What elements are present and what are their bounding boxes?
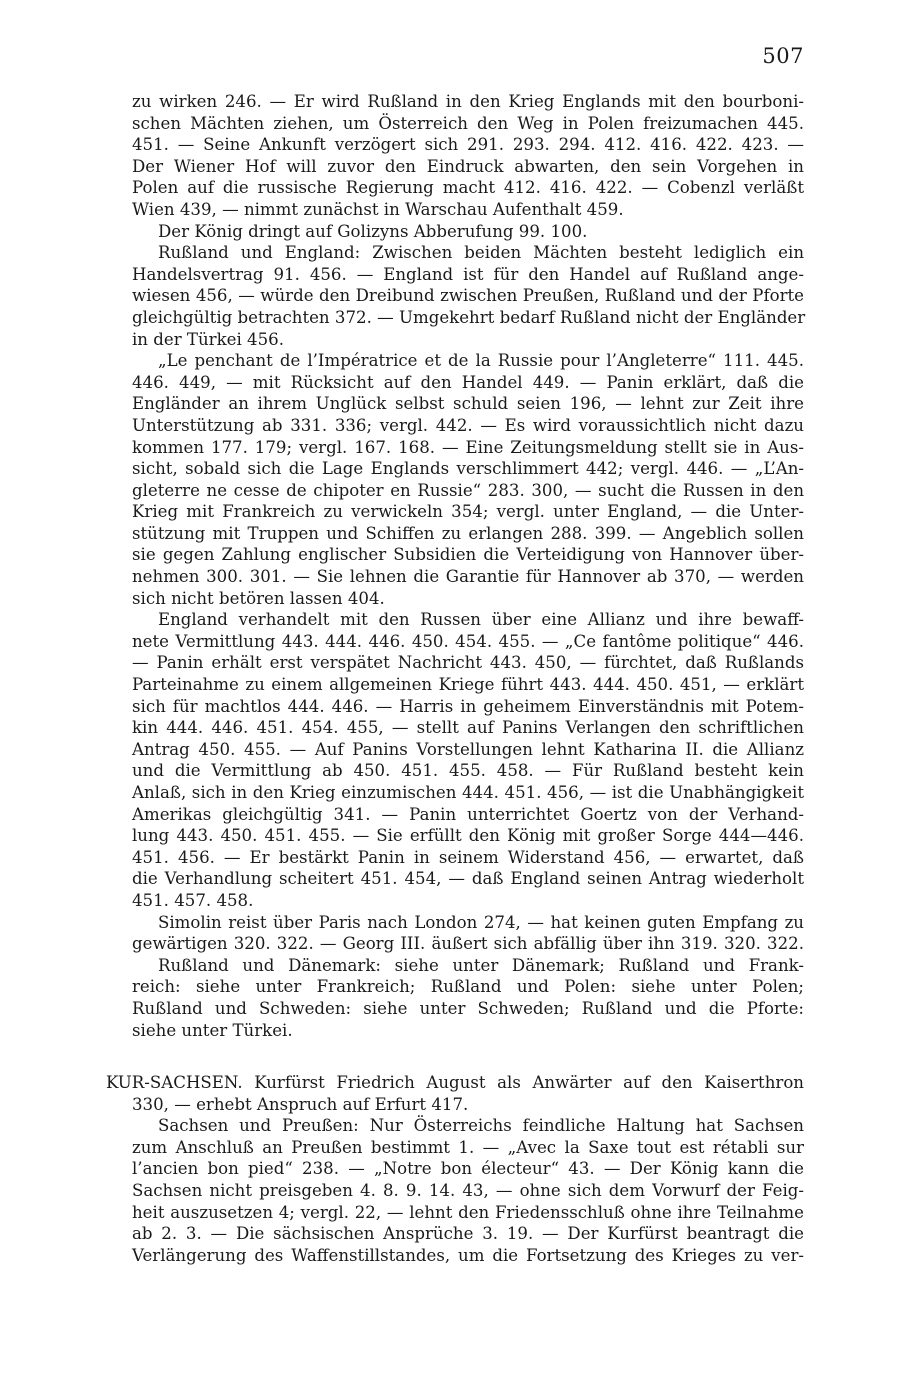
text-line: Polen auf die russische Regierung macht 412. 416. 422. — Cobenzl verläßt [132, 178, 804, 198]
text-line: 451. — Seine Ankunft verzögert sich 291. 293. 294. 412. 416. 422. 423. — [132, 135, 804, 155]
index-section-russland [132, 91, 804, 1041]
text-line: Anlaß, sich in den Krieg einzumischen 444. 451. 456, — ist die Unabhängigkeit [132, 783, 804, 802]
text-line: nete Vermittlung 443. 444. 446. 450. 454. 455. — „Ce fantôme politique“ 446. [132, 631, 804, 651]
paragraph-start: Rußland und Dänemark: siehe unter Dänemark; Rußland und Frank- [158, 955, 804, 975]
paragraph-start: Simolin reist über Paris nach London 274, — hat keinen guten Empfang zu [158, 912, 804, 932]
text-line: sich für machtlos 444. 446. — Harris in geheimem Einverständnis mit Potem- [132, 696, 804, 716]
text-line: Amerikas gleichgültig 341. — Panin unterrichtet Goertz von der Verhand- [132, 804, 804, 824]
text-line: Wien 439, — nimmt zunächst in Warschau Aufenthalt 459. [132, 199, 624, 219]
text-line: die Verhandlung scheitert 451. 454, — daß England seinen Antrag wiederholt [132, 869, 804, 889]
text-line: 330, — erhebt Anspruch auf Erfurt 417. [132, 1094, 469, 1114]
text-line: — Panin erhält erst verspätet Nachricht 443. 450, — fürchtet, daß Rußlands [132, 653, 804, 673]
paragraph-start: England verhandelt mit den Russen über eine Allianz und ihre bewaff- [158, 610, 804, 630]
text-line: sich nicht betören lassen 404. [132, 588, 385, 608]
paragraph-start: Sachsen und Preußen: Nur Österreichs feindliche Haltung hat Sachsen [158, 1116, 804, 1136]
text-line: und die Vermittlung ab 450. 451. 455. 458. — Für Rußland besteht kein [132, 761, 804, 781]
text-line: in der Türkei 456. [132, 329, 285, 349]
text-line: Krieg mit Frankreich zu verwickeln 354; vergl. unter England, — die Unter- [132, 502, 804, 522]
text-line: zu wirken 246. — Er wird Rußland in den Krieg Englands mit den bourboni- [132, 92, 804, 111]
text-line: Der Wiener Hof will zuvor den Eindruck abwarten, den sein Vorgehen in [132, 156, 804, 176]
page-number: 507 [762, 44, 804, 68]
text-line: Unterstützung ab 331. 336; vergl. 442. — Es wird voraussichtlich nicht dazu [132, 415, 804, 435]
entry-heading: KUR-SACHSEN. Kurfürst Friedrich August als Anwärter auf den Kaiserthron [106, 1073, 804, 1092]
text-line: siehe unter Türkei. [132, 1020, 293, 1040]
index-section-kur-sachsen [106, 1072, 804, 1266]
text-line: stützung mit Truppen und Schiffen zu erlangen 288. 399. — Angeblich sollen [132, 523, 804, 543]
text-line: 451. 457. 458. [132, 890, 254, 910]
text-line: gleterre ne cesse de chipoter en Russie“ 283. 300, — sucht die Russen in den [132, 480, 804, 500]
paragraph-start: „Le penchant de l’Impératrice et de la Russie pour l’Angleterre“ 111. 445. [158, 351, 804, 371]
paragraph-start: Der König dringt auf Golizyns Abberufung 99. 100. [158, 221, 588, 241]
text-line: kin 444. 446. 451. 454. 455, — stellt auf Panins Verlangen den schriftlichen [132, 718, 804, 738]
text-line: gleichgültig betrachten 372. — Umgekehrt bedarf Rußland nicht der Engländer [132, 307, 806, 327]
text-line: Antrag 450. 455. — Auf Panins Vorstellungen lehnt Katharina II. die Allianz [132, 739, 804, 759]
text-line: 446. 449, — mit Rücksicht auf den Handel 449. — Panin erklärt, daß die [132, 372, 804, 392]
text-line: ab 2. 3. — Die sächsischen Ansprüche 3. 19. — Der Kurfürst beantragt die [132, 1224, 804, 1244]
text-line: schen Mächten ziehen, um Österreich den Weg in Polen freizumachen 445. [132, 113, 804, 133]
text-line: Engländer an ihrem Unglück selbst schuld seien 196, — lehnt zur Zeit ihre [132, 394, 804, 414]
text-line: nehmen 300. 301. — Sie lehnen die Garantie für Hannover ab 370, — werden [132, 567, 804, 587]
text-line: Handelsvertrag 91. 456. — England ist für den Handel auf Rußland ange- [132, 264, 804, 284]
text-line: Verlängerung des Waffenstillstandes, um die Fortsetzung des Krieges zu ver- [132, 1245, 804, 1265]
text-line: reich: siehe unter Frankreich; Rußland und Polen: siehe unter Polen; [132, 977, 804, 997]
text-line: 451. 456. — Er bestärkt Panin in seinem Widerstand 456, — erwartet, daß [132, 847, 804, 867]
text-line: wiesen 456, — würde den Dreibund zwischen Preußen, Rußland und der Pforte [132, 286, 804, 306]
text-line: heit auszusetzen 4; vergl. 22, — lehnt den Friedensschluß ohne ihre Teilnahme [132, 1202, 804, 1222]
text-line: sicht, sobald sich die Lage Englands verschlimmert 442; vergl. 446. — „L’An- [132, 459, 804, 479]
text-line: l’ancien bon pied“ 238. — „Notre bon électeur“ 43. — Der König kann die [132, 1159, 804, 1179]
text-line: sie gegen Zahlung englischer Subsidien die Verteidigung von Hannover über- [132, 545, 804, 565]
text-line: Sachsen nicht preisgeben 4. 8. 9. 14. 43, — ohne sich dem Vorwurf der Feig- [132, 1180, 804, 1200]
text-line: lung 443. 450. 451. 455. — Sie erfüllt den König mit großer Sorge 444—446. [132, 826, 804, 846]
text-line: Rußland und Schweden: siehe unter Schweden; Rußland und die Pforte: [132, 998, 804, 1018]
text-line: zum Anschluß an Preußen bestimmt 1. — „Avec la Saxe tout est rétabli sur [132, 1137, 804, 1157]
text-line: kommen 177. 179; vergl. 167. 168. — Eine Zeitungsmeldung stellt sie in Aus- [132, 437, 804, 457]
text-line: gewärtigen 320. 322. — Georg III. äußert sich abfällig über ihn 319. 320. 322. [132, 934, 804, 954]
paragraph-start: Rußland und England: Zwischen beiden Mächten besteht lediglich ein [158, 243, 804, 263]
text-line: Parteinahme zu einem allgemeinen Kriege führt 443. 444. 450. 451, — erklärt [132, 675, 804, 695]
